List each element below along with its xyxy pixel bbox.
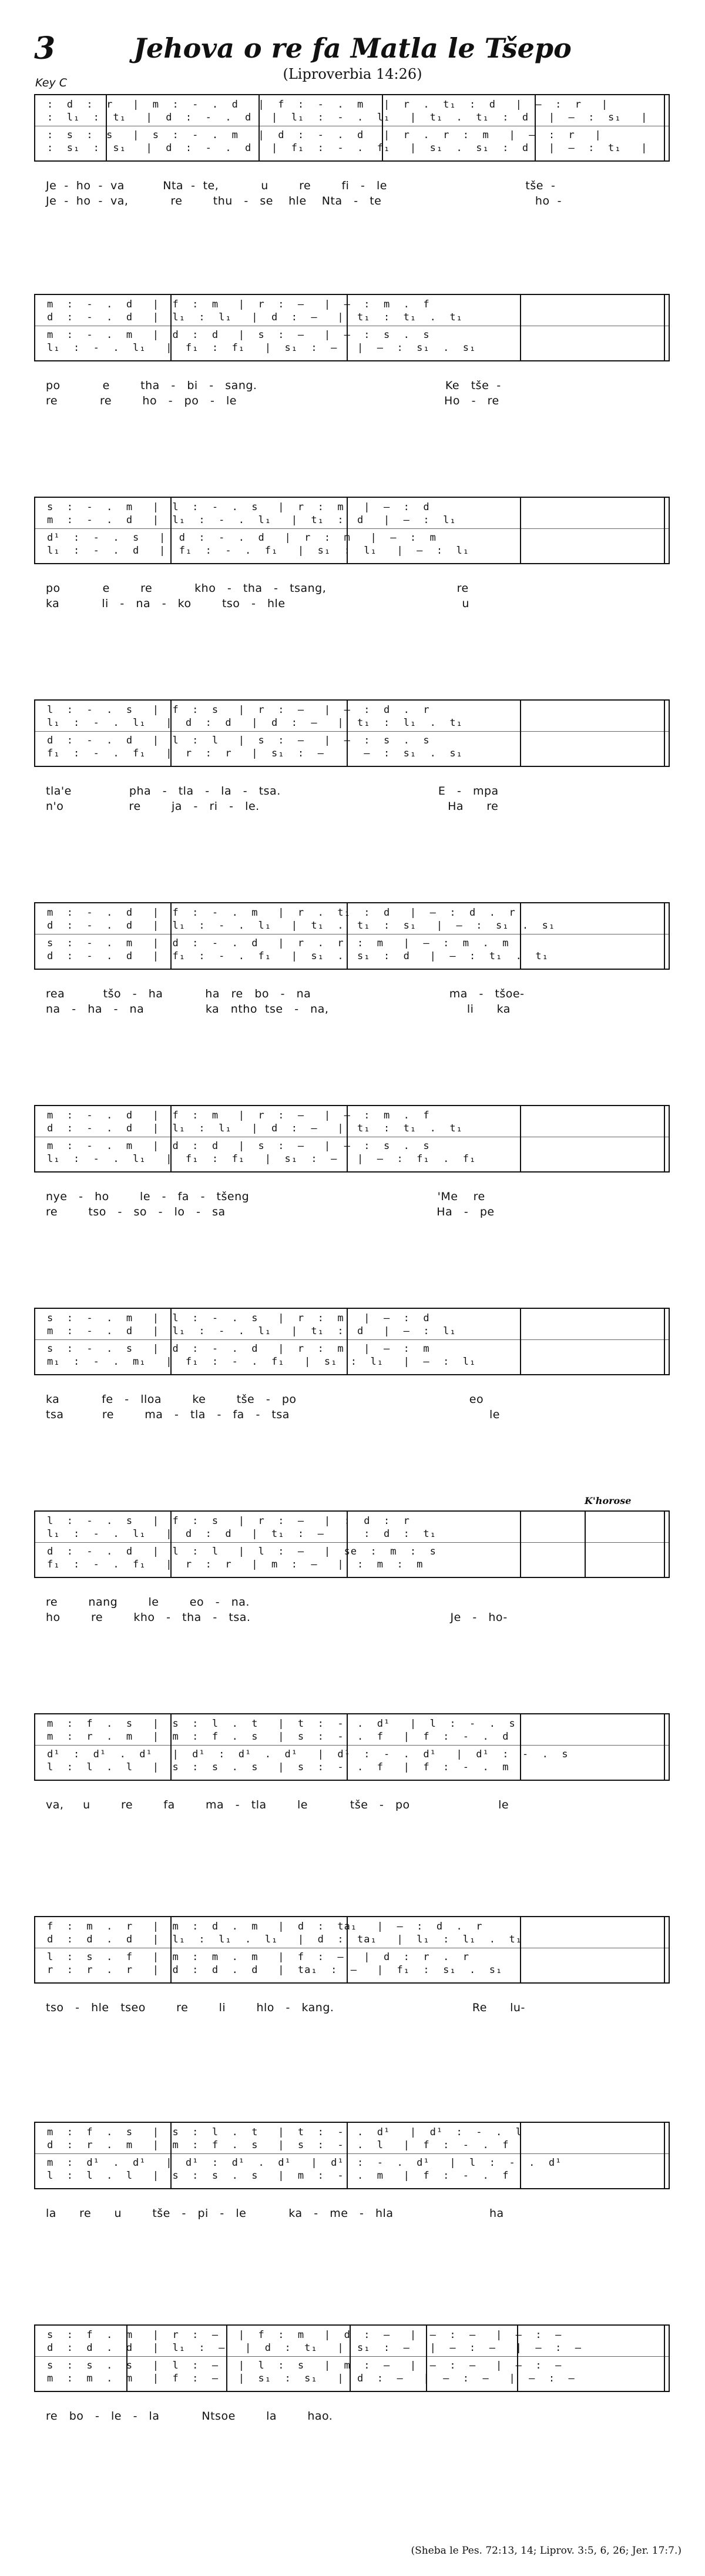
solfa-row: : l₁ : t₁ | d : - . d | l₁ : - . l₁ | t₁ . t₁ : d | — : s₁ | <box>47 112 661 123</box>
lyric-line: ka li - na - ko tso - hle u <box>46 597 469 610</box>
solfa-row: m : d¹ . d¹ | d¹ : d¹ . d¹ | d¹ : - . d¹ | l : - . d¹ <box>47 2157 562 2169</box>
solfa-row: m : - . d | f : - . m | r . t₁ : d | — : d . r <box>47 907 516 919</box>
staff-divider <box>35 1542 669 1543</box>
staff-box <box>34 1916 670 1984</box>
solfa-row: : d : r | m : - . d | f : - . m | r . t₁ : d | — : r | <box>47 99 622 110</box>
barline <box>520 701 521 766</box>
solfa-row: l₁ : - . d | f₁ : - . f₁ | s₁ : l₁ | — : l₁ <box>47 545 470 557</box>
barline <box>520 1512 521 1577</box>
solfa-row: d¹ : d¹ . d¹ | d¹ : d¹ . d¹ | d¹ : - . d¹ | d¹ : - . s <box>47 1748 569 1760</box>
final-barline <box>664 498 665 563</box>
solfa-row: d : r . m | m : f . s | s : - . l | f : - . f <box>47 2139 509 2151</box>
solfa-row: m : - . d | l₁ : - . l₁ | t₁ : d | — : l₁ <box>47 514 456 526</box>
lyric-line: va, u re fa ma - tla le tše - po le <box>46 1798 509 1811</box>
solfa-row: l₁ : - . l₁ | f₁ : f₁ | s₁ : — | — : f₁ . f₁ <box>47 1153 476 1165</box>
solfa-row: l₁ : - . l₁ | f₁ : f₁ | s₁ : — | — : s₁ . s₁ <box>47 342 476 354</box>
lyric-line: re nang le eo - na. <box>46 1596 250 1609</box>
final-barline <box>664 2326 665 2391</box>
final-barline <box>664 701 665 766</box>
solfa-row: f : m . r | m : d . m | d : ta₁ | — : d . r <box>47 1921 483 1932</box>
staff-box <box>34 1308 670 1375</box>
solfa-row: m : - . m | d : d | s : — | — : s . s <box>47 1140 430 1152</box>
staff-box <box>34 2324 670 2392</box>
solfa-row: s : - . m | l : - . s | r : m | — : d <box>47 1312 430 1324</box>
solfa-row: l₁ : - . l₁ | d : d | d : — | t₁ : l₁ . t₁ <box>47 717 463 729</box>
final-barline <box>664 95 665 160</box>
solfa-row: : s₁ : s₁ | d : - . d | f₁ : - . f₁ | s₁ . s₁ : d | — : t₁ | <box>47 142 661 154</box>
solfa-row: m : - . d | f : m | r : — | — : m . f <box>47 1110 430 1121</box>
barline <box>585 1512 586 1577</box>
lyric-line: n'o re ja - ri - le. Ha re <box>46 800 499 813</box>
solfa-row: m : - . m | d : d | s : — | — : s . s <box>47 329 430 341</box>
final-barline <box>664 1106 665 1171</box>
solfa-row: r : r . r | d : d . d | ta₁ : — | f₁ : s₁ . s₁ <box>47 1964 503 1976</box>
staff-box <box>34 1105 670 1173</box>
final-barline <box>664 903 665 969</box>
staff-divider <box>35 2153 669 2154</box>
staff-box <box>34 497 670 564</box>
solfa-row: s : - . m | d : - . d | r . r : m | — : m . m <box>47 937 509 949</box>
lyric-line: re bo - le - la Ntsoe la hao. <box>46 2410 333 2423</box>
solfa-row: l : l . l | s : s . s | s : - . f | f : - . m <box>47 1761 509 1773</box>
final-barline <box>664 1917 665 1982</box>
staff-divider <box>35 1339 669 1340</box>
staff-box <box>34 1713 670 1781</box>
lyric-line: ka fe - lloa ke tše - po eo <box>46 1393 484 1406</box>
solfa-row: d : - . d | l : l | l : — | se : m : s <box>47 1546 437 1557</box>
lyric-line: rea tšo - ha ha re bo - na ma - tšoe- <box>46 987 525 1000</box>
staff-box <box>34 294 670 361</box>
solfa-row: m₁ : - . m₁ | f₁ : - . f₁ | s₁ : l₁ | — : l₁ <box>47 1356 476 1368</box>
solfa-row: m : f . s | s : l . t | t : - . d¹ | d¹ : - . l <box>47 2126 522 2138</box>
solfa-row: m : m . m | f : — | s₁ : s₁ | d : — | — : — | — : — <box>47 2373 575 2384</box>
solfa-row: d¹ : - . s | d : - . d | r : m | — : m <box>47 532 437 544</box>
solfa-row: s : - . m | l : - . s | r : m | — : d <box>47 501 430 513</box>
lyric-line: na - ha - na ka ntho tse - na, li ka <box>46 1003 511 1016</box>
staff-box <box>34 902 670 970</box>
lyric-line: tsa re ma - tla - fa - tsa le <box>46 1408 500 1421</box>
solfa-row: l : - . s | f : s | r : — | — : d . r <box>47 704 430 716</box>
hymn-title: Jehova o re fa Matla le Tšepo <box>133 32 572 64</box>
lyric-line: tla'e pha - tla - la - tsa. E - mpa <box>46 785 499 798</box>
staff-divider <box>35 2356 669 2357</box>
barline <box>520 1106 521 1171</box>
lyric-line: ho re kho - tha - tsa. Je - ho- <box>46 1611 508 1624</box>
solfa-row: f₁ : - . f₁ | r : r | s₁ : — | — : s₁ . s₁ <box>47 748 463 759</box>
final-barline <box>664 1309 665 1374</box>
solfa-row: l : s . f | m : m . m | f : — | d : r . r <box>47 1951 470 1963</box>
hymn-number: 3 <box>34 31 56 66</box>
barline <box>520 1917 521 1982</box>
solfa-row: s : f . m | r : — | f : m | d : — | — : — | — : — <box>47 2329 562 2341</box>
staff-divider <box>35 1745 669 1746</box>
solfa-row: m : f . s | s : l . t | t : - . d¹ | l : - . s <box>47 1718 516 1730</box>
final-barline <box>664 2123 665 2188</box>
lyric-line: re re ho - po - le Ho - re <box>46 394 499 407</box>
lyric-line: Je - ho - va, re thu - se hle Nta - te ho - <box>46 195 562 207</box>
lyric-line: po e tha - bi - sang. Ke tše - <box>46 379 501 392</box>
solfa-row: d : - . d | l₁ : l₁ | d : — | t₁ : t₁ . t₁ <box>47 311 463 323</box>
staff-divider <box>35 731 669 732</box>
barline <box>520 295 521 360</box>
barline <box>520 1714 521 1780</box>
solfa-row: l : - . s | f : s | r : — | : d : r <box>47 1515 410 1527</box>
lyric-line: Je - ho - va Nta - te, u re fi - le tše - <box>46 179 556 192</box>
refrain-label: K'horose <box>585 1495 632 1506</box>
key-signature: Key C <box>35 76 68 89</box>
solfa-row: l : l . l | s : s . s | m : - . m | f : - . f <box>47 2170 509 2182</box>
staff-box <box>34 94 670 162</box>
final-barline <box>664 295 665 360</box>
solfa-row: d : - . d | l₁ : l₁ | d : — | t₁ : t₁ . t₁ <box>47 1123 463 1134</box>
final-barline <box>664 1512 665 1577</box>
lyric-line: po e re kho - tha - tsang, re <box>46 582 469 595</box>
lyric-line: re tso - so - lo - sa Ha - pe <box>46 1205 495 1218</box>
staff-divider <box>35 528 669 529</box>
solfa-row: s : s . s | l : — | l : s | m : — | — : — | — : — <box>47 2360 562 2371</box>
lyric-line: la re u tše - pi - le ka - me - hla ha <box>46 2207 504 2220</box>
staff-box <box>34 2122 670 2189</box>
solfa-row: f₁ : - . f₁ | r : r | m : — | : m : m <box>47 1559 424 1570</box>
barline <box>520 1309 521 1374</box>
solfa-row: d : - . d | f₁ : - . f₁ | s₁ . s₁ : d | — : t₁ . t₁ <box>47 950 549 962</box>
footer-references: (Sheba le Pes. 72:13, 14; Liprov. 3:5, 6, 26; Jer. 17:7.) <box>411 2545 682 2557</box>
staff-box <box>34 1510 670 1578</box>
solfa-row: m : - . d | l₁ : - . l₁ | t₁ : d | — : l₁ <box>47 1325 456 1337</box>
solfa-row: d : - . d | l : l | s : — | — : s . s <box>47 735 430 746</box>
staff-box <box>34 699 670 767</box>
solfa-row: d : - . d | l₁ : - . l₁ | t₁ . t₁ : s₁ | — : s₁ . s₁ <box>47 920 556 932</box>
scripture-reference: (Liproverbia 14:26) <box>283 66 422 82</box>
barline <box>520 498 521 563</box>
solfa-row: m : - . d | f : m | r : — | — : m . f <box>47 299 430 310</box>
solfa-row: d : d . d | l₁ : — | d : t₁ | s₁ : — | — : — | — : — <box>47 2342 582 2354</box>
solfa-row: m : r . m | m : f . s | s : - . f | f : - . d <box>47 1731 509 1743</box>
lyric-line: tso - hle tseo re li hlo - kang. Re lu- <box>46 2001 525 2014</box>
solfa-row: l₁ : - . l₁ | d : d | t₁ : — | : d : t₁ <box>47 1528 437 1540</box>
solfa-row: : s : s | s : - . m | d : - . d | r . r : m | — : r | <box>47 129 615 141</box>
solfa-row: d : d . d | l₁ : l₁ . l₁ | d : ta₁ | l₁ : l₁ . t₁ <box>47 1934 522 1945</box>
final-barline <box>664 1714 665 1780</box>
lyric-line: nye - ho le - fa - tšeng 'Me re <box>46 1190 485 1203</box>
solfa-row: s : - . s | d : - . d | r : m | — : m <box>47 1343 430 1355</box>
